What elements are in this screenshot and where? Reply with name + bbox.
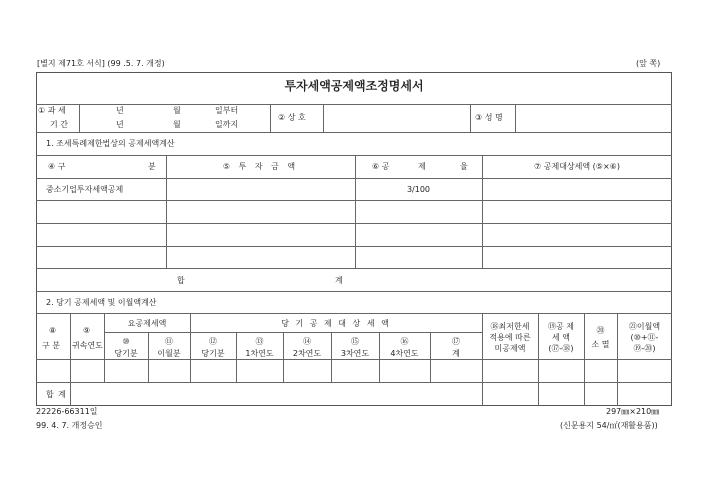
col20-number: ⑳ [596,326,605,335]
section1-total-label: 합 [177,276,185,285]
col15-year3: 3차연도 [340,349,370,358]
group-current-deduction: 당 기 공 제 대 상 세 액 [281,319,391,328]
col6-label: ⑥ 공 [372,162,390,171]
col17-total: 계 [452,349,460,358]
col15-number: ⑮ [351,337,359,346]
page-side-label: (앞 쪽) [636,59,661,68]
footer-paper-size: 297㎜×210㎜ [606,407,660,416]
section2-total-label-end: 계 [58,390,66,399]
col9-number: ⑨ [83,326,91,335]
group-required-deduction: 요공제세액 [127,319,167,328]
footer-paper-spec: (신문용지 54/㎡(재활용품)) [560,421,658,430]
col5-investment-amount: ⑤ 투 자 금 액 [222,162,299,171]
section1-title: 1. 조세특례제한법상의 공제세액계산 [46,139,175,148]
col19-line2: 세 액 [552,333,570,342]
company-name-label: ② 상 호 [278,113,306,122]
col16-year4: 4차연도 [390,349,419,358]
period-from-month: 월 [173,106,181,115]
col12-current: 당기분 [201,349,225,358]
col9-attribution-year: 귀속연도 [72,341,103,350]
row-sme-investment-credit: 중소기업투자세액공제 [46,185,124,194]
period-label-2: 기 간 [50,120,68,129]
col7-deductible-tax: ⑦ 공제대상세액 (⑤×⑥) [534,162,620,171]
period-to-year: 년 [116,120,124,129]
col18-line2: 적용에 따른 [489,333,531,342]
representative-name-label: ③ 성 명 [475,113,503,122]
col19-line3: (⑰-⑱) [548,344,574,353]
footer-approval: 99. 4. 7. 개정승인 [36,421,103,430]
period-from-day: 일부터 [215,106,239,115]
col11-number: ⑪ [165,337,173,346]
period-label-1: ① 과 세 [38,106,66,115]
footer-form-code: 22226-66311일 [36,407,98,416]
col12-number: ⑫ [209,337,217,346]
period-from-year: 년 [116,106,124,115]
col18-line3: 미공제액 [494,344,526,353]
col10-current: 당기분 [114,349,138,358]
col14-number: ⑭ [303,337,311,346]
col6-label-end: 율 [460,162,468,171]
col8-number: ⑧ [49,326,57,335]
col4-label-end: 분 [148,162,156,171]
col13-year1: 1차연도 [245,349,274,358]
col18-line1: ⑱최저한세 [490,322,530,331]
row-sme-rate: 3/100 [406,185,431,194]
col11-carryover: 이월분 [157,349,181,358]
col8-category: 구 분 [42,341,60,350]
form-title: 투자세액공제액조정명세서 [284,79,424,93]
col4-label: ④ 구 [48,162,66,171]
col21-line3: ⑲-⑳) [633,344,656,353]
section2-total-label: 합 [46,390,54,399]
col21-line2: (⑩+⑪- [630,333,659,342]
col19-line1: ⑲공 제 [548,322,574,331]
col13-number: ⑬ [255,337,264,346]
col14-year2: 2차연도 [292,349,322,358]
col20-lapsed: 소 멸 [591,340,610,349]
col16-number: ⑯ [400,337,409,346]
section2-title: 2. 당기 공제세액 및 이월액계산 [46,298,157,307]
col17-number: ⑰ [452,337,460,346]
col10-number: ⑩ [122,337,130,346]
period-to-day: 일까지 [215,120,239,129]
section1-total-label-end: 계 [335,276,343,285]
col6-label-mid: 제 [418,162,426,171]
col21-line1: ㉑이월액 [628,322,661,331]
period-to-month: 월 [173,120,181,129]
form-number: [별지 제71호 서식] (99 .5. 7. 개정) [37,59,165,68]
